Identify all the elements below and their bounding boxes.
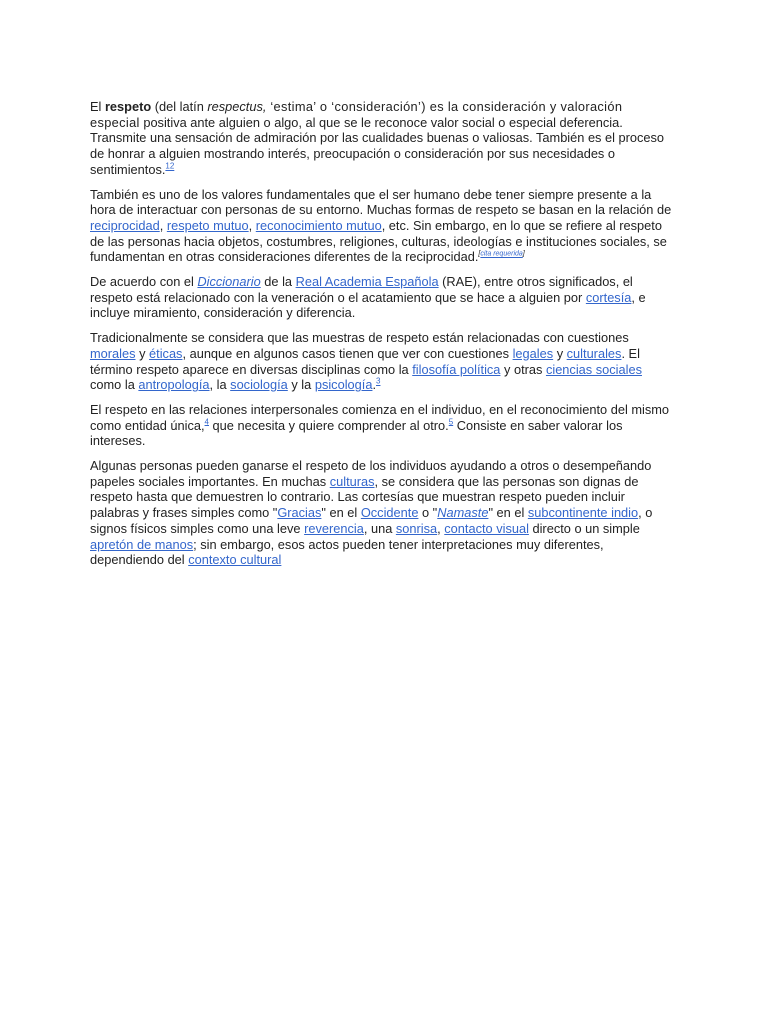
link-legales[interactable]: legales [512,345,554,361]
text: , una [363,520,396,536]
text: Tradicionalmente se considera que las muestras de respeto están relacionadas con cuestiones [90,330,629,346]
text: , [437,520,445,536]
text: El [90,99,105,114]
link-ciencias-sociales[interactable]: ciencias sociales [545,361,642,377]
text: como la [90,377,139,393]
link-psicologia[interactable]: psicología [314,377,373,393]
link-cortesia[interactable]: cortesía [585,289,632,305]
citation-needed-link[interactable]: cita requerida [480,251,523,259]
link-morales[interactable]: morales [90,345,136,361]
text: " en el [321,505,361,521]
text: y la [287,377,315,393]
text: , aunque en algunos casos tienen que ver con cuestiones [182,345,513,361]
link-reverencia[interactable]: reverencia [304,520,364,536]
paragraph-courtesies [90,458,672,568]
paragraph-definition [90,99,672,178]
link-sonrisa[interactable]: sonrisa [395,520,438,536]
link-reconocimiento-mutuo[interactable]: reconocimiento mutuo [255,217,382,233]
text: positiva ante alguien o algo, al que se le reconoce valor social o especial deferencia. Transmite una sensación de admiración por las cualidades buenas o valiosas. También es el proceso de honrar a alguien mostrando interés, preocupación o consideración por sus necesidades o sentimientos. [90,114,665,177]
text: Consiste en saber valorar los intereses. [90,417,623,449]
link-apreton-de-manos[interactable]: apretón de manos [90,536,194,552]
link-respeto-mutuo[interactable]: respeto mutuo [166,217,249,233]
link-culturales[interactable]: culturales [566,345,622,361]
text: y [135,345,150,361]
link-contexto-cultural[interactable]: contexto cultural [188,552,282,568]
link-text: Namaste [437,505,489,521]
paragraph-rae [90,274,672,321]
text: directo o un simple [528,520,640,536]
link-filosofia-politica[interactable]: filosofía política [412,361,501,377]
text: ; sin embargo, esos actos pueden tener interpretaciones muy diferentes, dependiendo del [90,536,604,568]
text: También es uno de los valores fundamentales que el ser humano debe tener siempre presente a la hora de interactuar con personas de su entorno. Muchas formas de respeto se basan en la relación de [90,186,672,218]
link-subcontinente-indio[interactable]: subcontinente indio [527,505,639,521]
reference-link[interactable]: 5 [448,417,454,427]
link-sociologia[interactable]: sociología [230,377,288,393]
text: de la [260,274,296,290]
link-diccionario[interactable] [197,274,260,289]
link-eticas[interactable]: éticas [149,345,183,361]
link-culturas[interactable]: culturas [329,473,375,489]
text: Algunas personas pueden ganarse el respeto de los individuos ayudando a otros o desempeñando papeles sociales importantes. En muchas [90,458,652,489]
cite-bracket: [ [478,251,481,259]
paragraph-values [90,187,672,266]
text: , o signos físicos simples como una leve [90,505,653,536]
text: o " [418,505,438,521]
link-reciprocidad[interactable]: reciprocidad [90,217,160,233]
text: ‘estima’ o ‘consideración’) es la consideración y valoración especial [90,99,623,130]
text: , [248,217,256,233]
link-contacto-visual[interactable]: contacto visual [444,520,529,536]
reference-link[interactable]: 12 [165,161,175,171]
paragraph-disciplines [90,330,672,393]
text: . El término respeto aparece en diversas disciplinas como la [90,345,640,377]
link-namaste[interactable] [437,505,488,520]
text: (del latín [151,99,208,114]
text: , se considera que las personas son dignas de respeto hasta que demuestren lo contrario. Las cortesías que muestran respeto pueden incluir palabras y frases simples como " [90,473,639,521]
term-bold: respeto [104,99,152,114]
paragraph-interpersonal [90,402,672,449]
text: De acuerdo con el [90,274,198,290]
article-body [90,99,672,577]
text: El respeto en las relaciones interpersonales comienza en el individuo, en el reconocimiento del mismo como entidad única, [90,401,670,433]
text: (RAE), entre otros significados, el respeto está relacionado con la veneración o el acatamiento que se hace a alguien por [90,274,633,305]
text: . [372,377,377,393]
text: , etc. Sin embargo, en lo que se refiere al respeto de las personas hacia objetos, costumbres, religiones, culturas, ideologías e instituciones sociales, se fundamentan en otras consideraciones diferentes de la reciprocidad. [90,217,667,265]
text: que necesita y quiere comprender al otro. [209,417,449,433]
text: , e incluye miramiento, consideración y diferencia. [90,289,646,321]
text: , [159,217,167,233]
text: , la [209,377,231,393]
text: y otras [500,361,546,377]
link-text: Diccionario [197,274,261,290]
reference-link[interactable]: 3 [376,376,381,386]
reference-link[interactable]: 4 [204,417,209,427]
latin-term: respectus, [207,99,267,114]
text: y [553,345,567,361]
cite-bracket: ] [522,251,525,259]
link-antropologia[interactable]: antropología [138,377,210,393]
link-gracias[interactable]: Gracias [277,505,322,521]
link-real-academia[interactable]: Real Academia Española [295,274,439,290]
link-occidente[interactable]: Occidente [360,505,419,521]
text: " en el [488,505,528,521]
